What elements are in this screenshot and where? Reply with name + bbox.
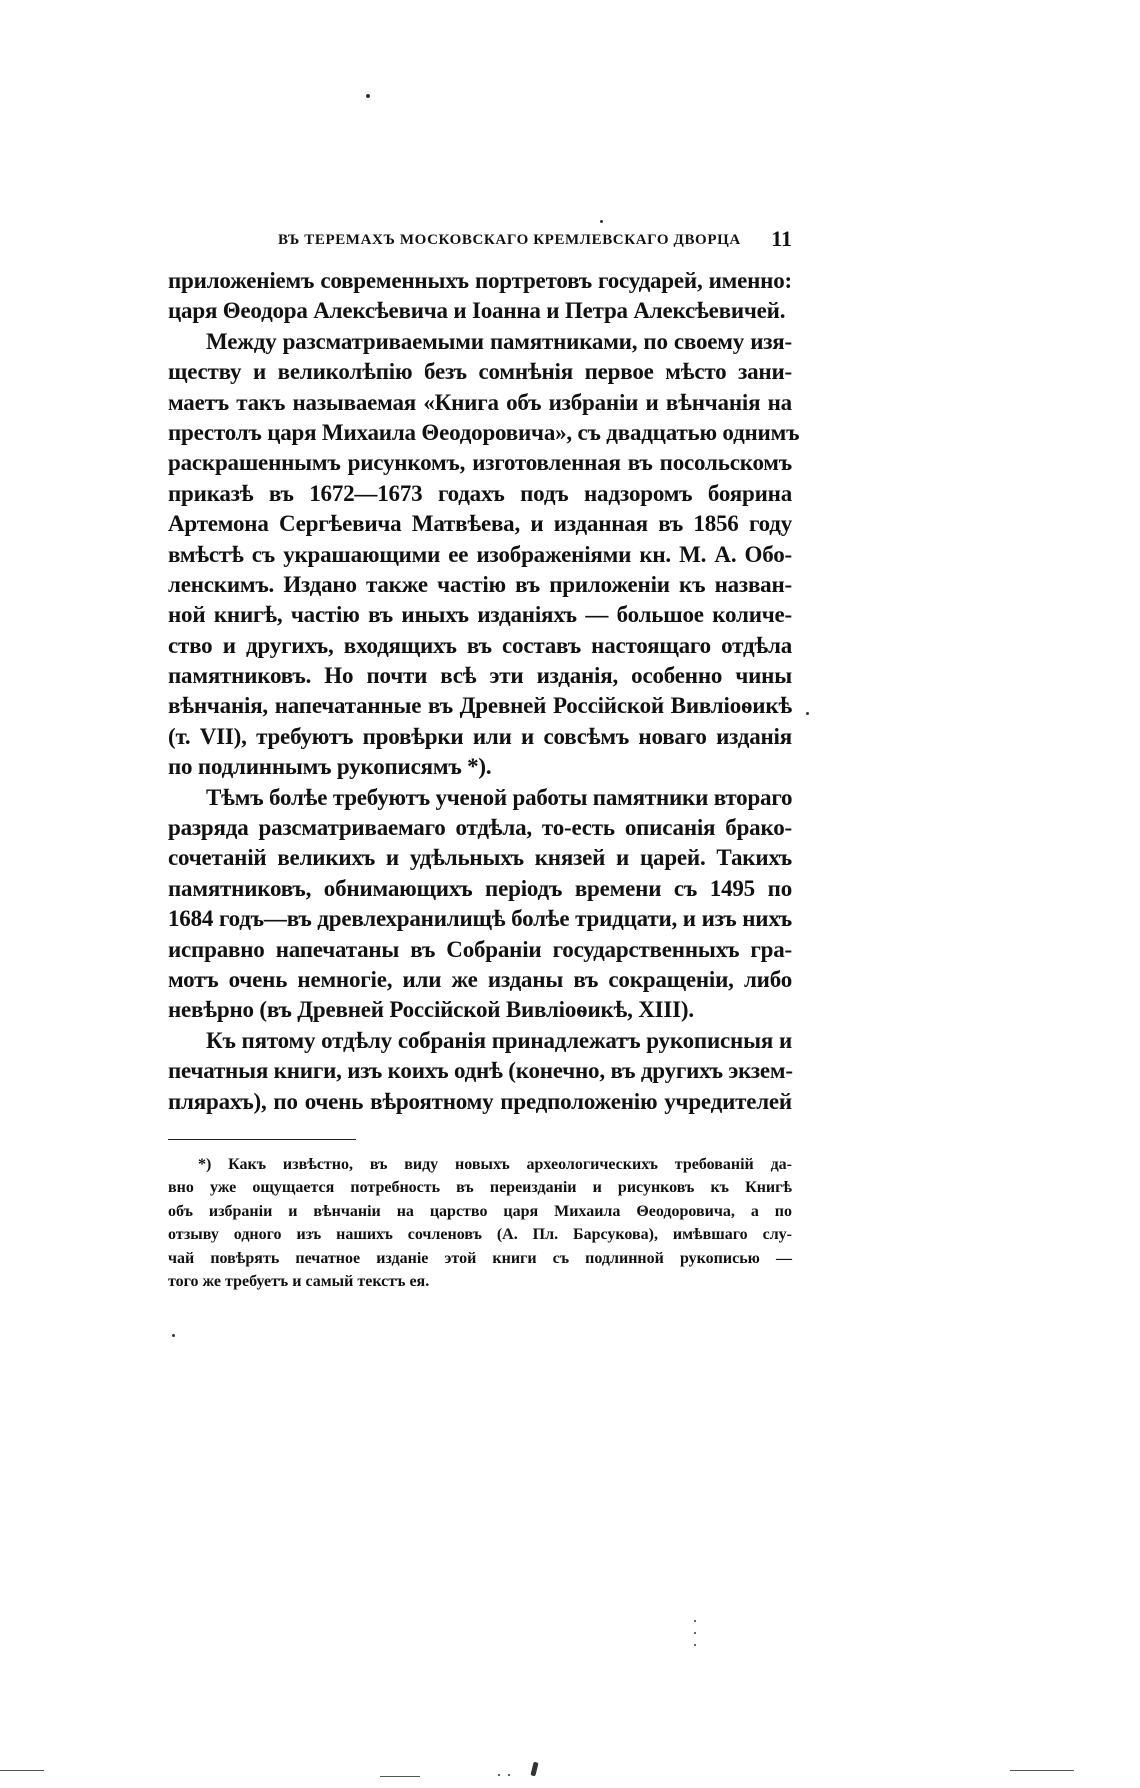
body-text (168, 266, 800, 1117)
footnote-line: чай повѣрять печатное изданіе этой книги съ подлинной рукописью — (168, 1249, 792, 1267)
body-line: приказѣ въ 1672—1673 годахъ подъ надзоромъ боярина (168, 480, 792, 506)
scan-speck (508, 1774, 510, 1776)
body-line: 1684 годъ—въ древлехранилищѣ болѣе тридцати, и изъ нихъ (168, 906, 792, 932)
body-line: печатныя книги, изъ коихъ однѣ (конечно, въ другихъ экзем- (168, 1058, 793, 1084)
body-line: вѣнчанія, напечатанные въ Древней Россійской Вивліоѳикѣ (168, 693, 792, 719)
footnote-line: того же требуетъ и самый текстъ ея. (168, 1272, 430, 1290)
scan-speck (366, 94, 370, 98)
body-line: (т. VII), требуютъ провѣрки или и совсѣмъ новаго изданія (168, 723, 792, 749)
body-line: приложеніемъ современныхъ портретовъ государей, именно: (168, 268, 792, 293)
scan-speck (172, 1334, 175, 1337)
scan-speck (600, 220, 603, 223)
body-line: сочетаній великихъ и удѣльныхъ князей и царей. Такихъ (168, 845, 792, 871)
footnote-line: объ избраніи и вѣнчаніи на царство царя Михаила Θеодоровича, а по (168, 1202, 792, 1220)
body-line: памятниковъ, обнимающихъ періодъ времени съ 1495 по (168, 875, 792, 901)
body-line: Тѣмъ болѣе требуютъ ученой работы памятники втораго (206, 784, 793, 810)
scan-speck (694, 1644, 696, 1646)
body-line: плярахъ), по очень вѣроятному предположенію учредителей (168, 1088, 792, 1114)
scan-speck (694, 1632, 696, 1634)
body-line: разряда разсматриваемаго отдѣла, то-есть описанія брако- (168, 815, 792, 841)
body-line: ществу и великолѣпію безъ сомнѣнія первое мѣсто зани- (168, 359, 792, 385)
footnote-rule (168, 1139, 356, 1140)
scan-edge-mark (0, 1770, 44, 1771)
scan-speck (498, 1774, 500, 1776)
body-line: ной книгѣ, частію въ иныхъ изданіяхъ — большое количе- (168, 602, 792, 628)
body-line: вмѣстѣ съ украшающими ее изображеніями кн. М. А. Обо- (168, 541, 792, 567)
body-line: Къ пятому отдѣлу собранія принадлежатъ рукописныя и (206, 1027, 792, 1053)
body-line: маетъ такъ называемая «Книга объ избраніи и вѣнчанія на (168, 389, 792, 415)
body-line: ленскимъ. Издано также частію въ приложеніи къ назван- (168, 571, 792, 597)
footnote (168, 1153, 792, 1293)
body-line: ство и другихъ, входящихъ въ составъ настоящаго отдѣла (168, 632, 792, 658)
scan-speck (694, 1620, 696, 1622)
body-line: исправно напечатаны въ Собраніи государственныхъ гра- (168, 936, 792, 962)
scan-edge-mark (1010, 1770, 1074, 1771)
body-line: престолъ царя Михаила Θеодоровича», съ двадцатью однимъ (168, 419, 800, 445)
body-line: царя Θеодора Алексѣевича и Іоанна и Петра Алексѣевичей. (168, 298, 786, 324)
page-number: 11 (771, 226, 792, 251)
body-line: мотъ очень немногіе, или же изданы въ сокращеніи, либо (168, 966, 792, 992)
scan-speck (806, 712, 809, 715)
body-line: невѣрно (въ Древней Россійской Вивліоѳикѣ, XIII). (168, 997, 694, 1023)
body-line: Артемона Сергѣевича Матвѣева, и изданная въ 1856 году (168, 511, 792, 537)
scan-edge-mark (380, 1776, 420, 1777)
body-line: Между разсматриваемыми памятниками, по своему изя- (206, 328, 792, 354)
scan-speck (530, 1762, 538, 1777)
body-line: раскрашеннымъ рисункомъ, изготовленная въ посольскомъ (168, 450, 792, 476)
body-line: памятниковъ. Но почти всѣ эти изданія, особенно чины (168, 663, 792, 689)
running-head (168, 226, 792, 258)
footnote-line: *) Какъ извѣстно, въ виду новыхъ археологическихъ требованій да- (198, 1156, 792, 1173)
footnote-line: отзыву одного изъ нашихъ сочленовъ (А. Пл. Барсукова), имѣвшаго слу- (168, 1226, 792, 1244)
body-line: по подлиннымъ рукописямъ *). (168, 754, 492, 780)
footnote-line: вно уже ощущается потребность въ переизданіи и рисунковъ къ Книгѣ (168, 1179, 792, 1197)
running-title: ВЪ ТЕРЕМАХЪ МОСКОВСКАГО КРЕМЛЕВСКАГО ДВОРЦА (278, 232, 741, 248)
